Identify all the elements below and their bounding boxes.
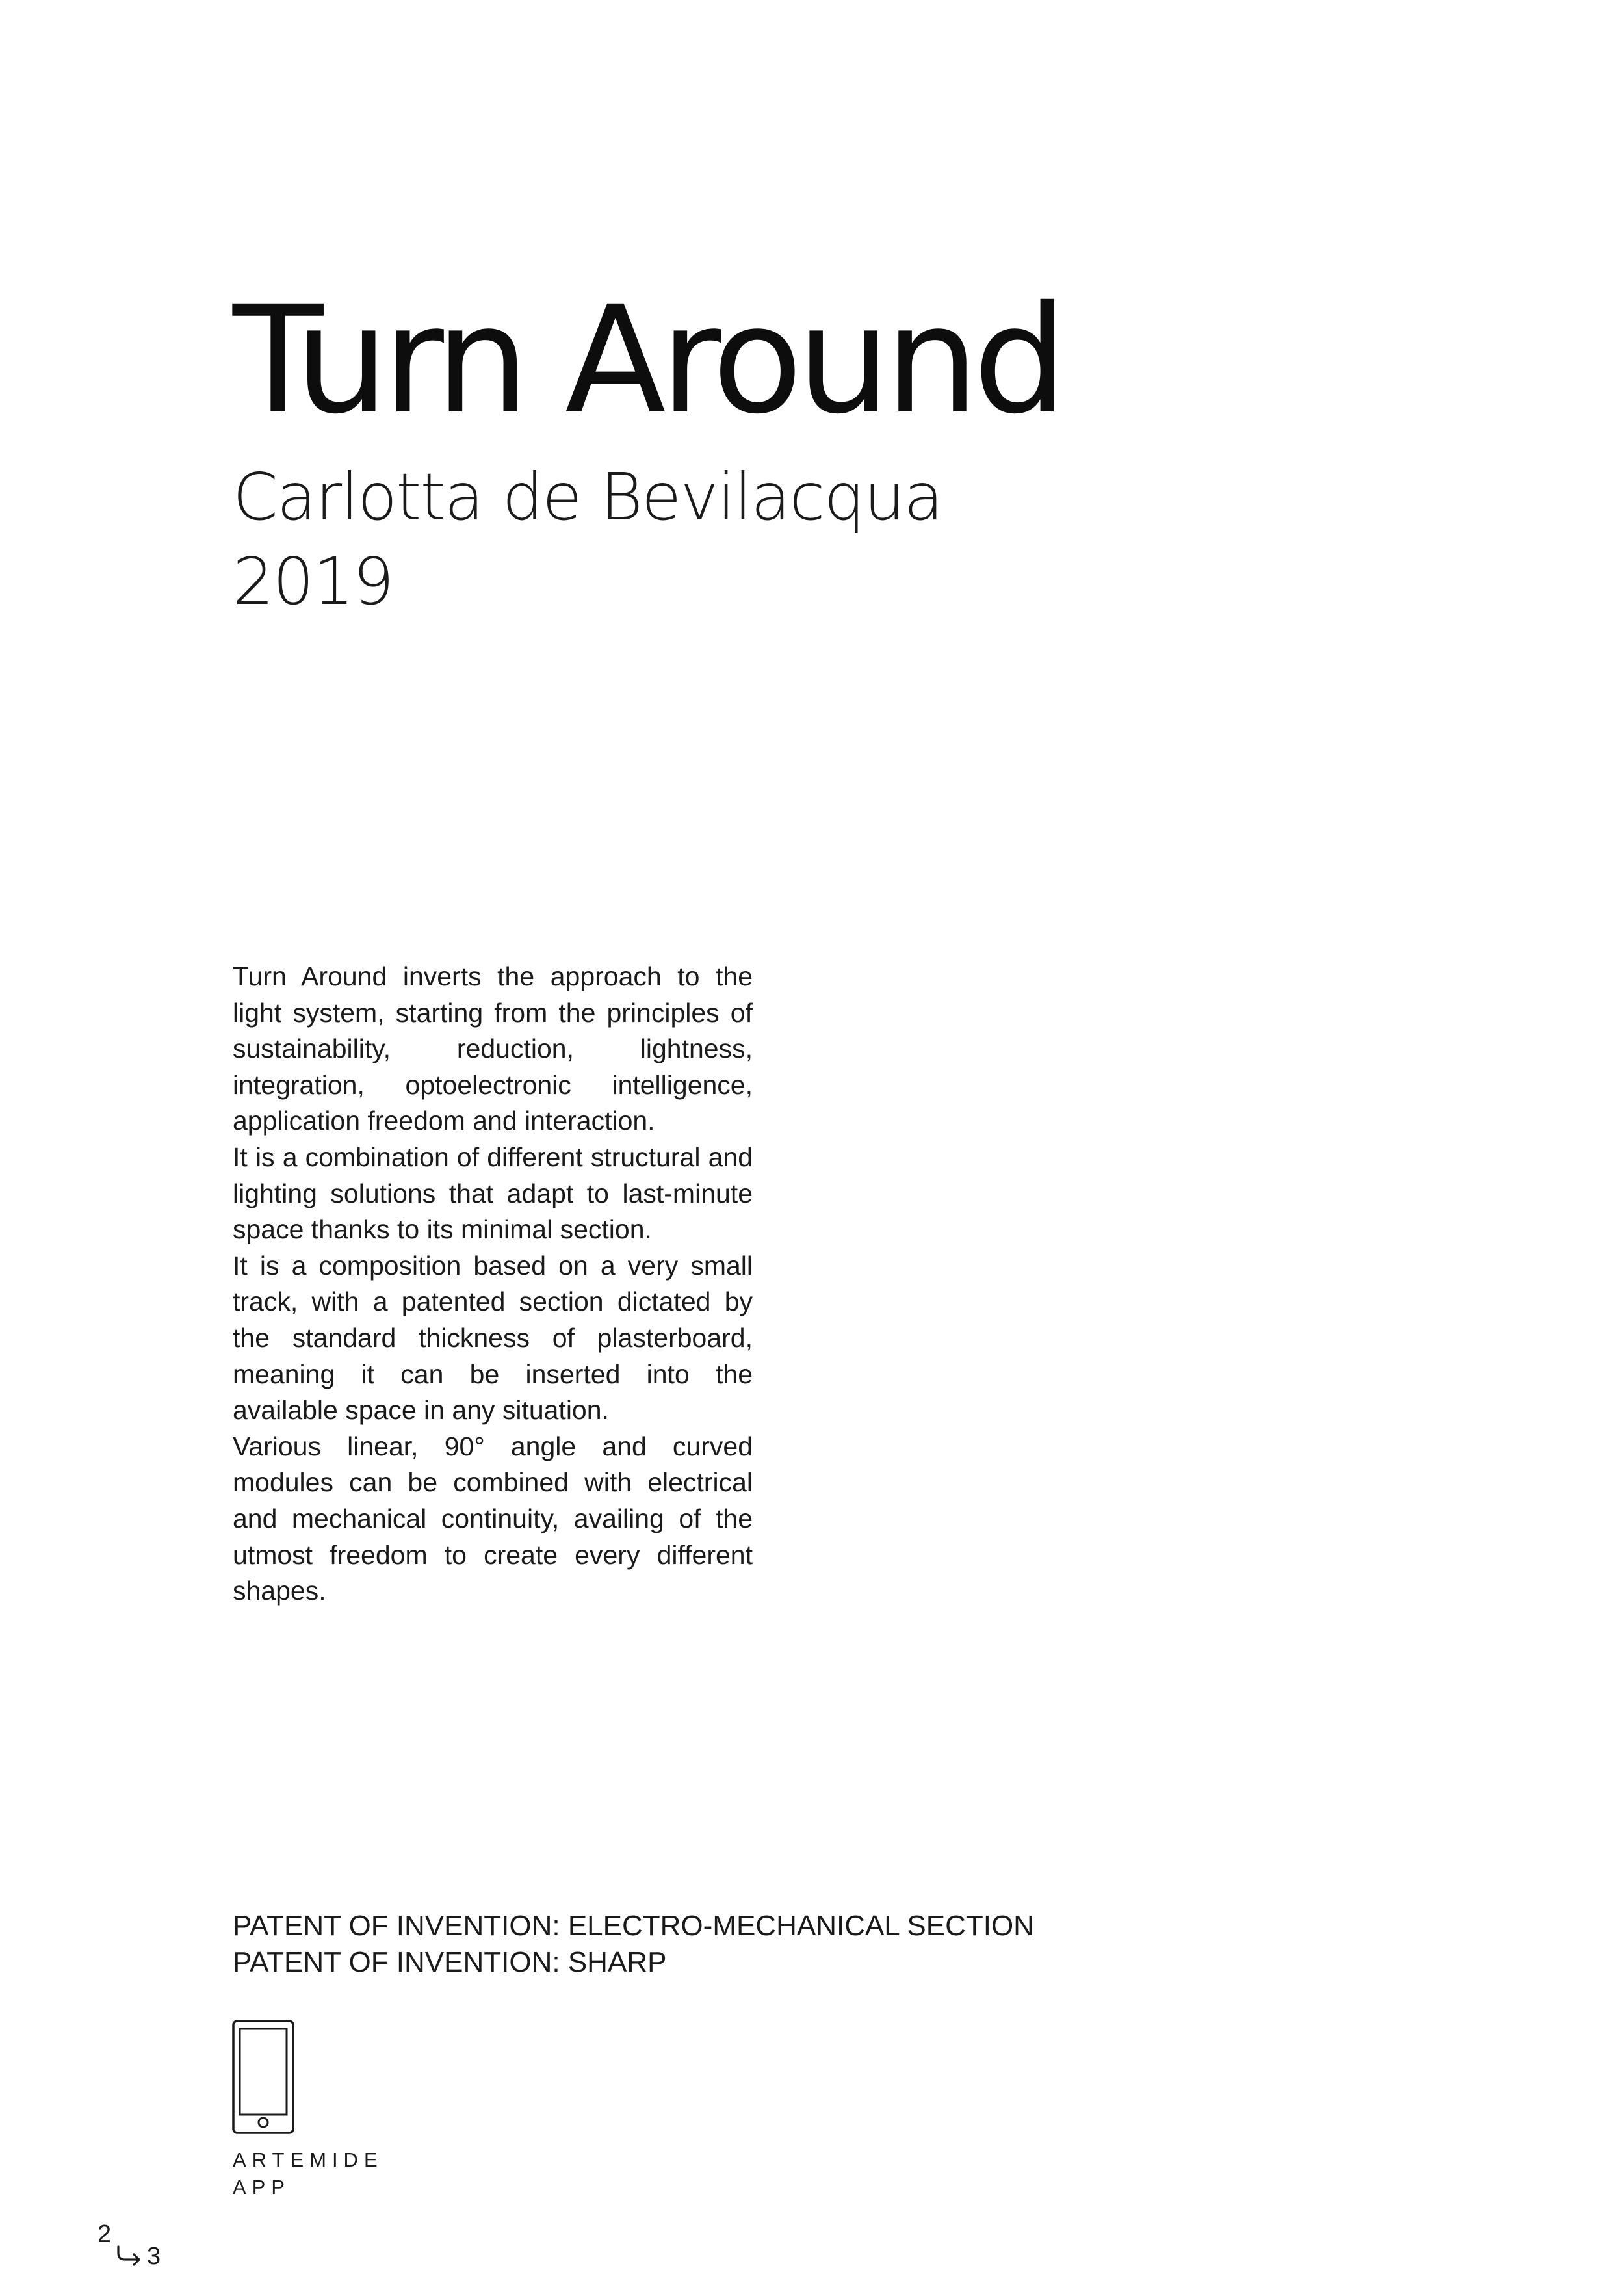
- app-label-line2: APP: [233, 2176, 291, 2198]
- patent-list: [233, 1908, 1034, 1981]
- designer-name: Carlotta de Bevilacqua: [233, 459, 942, 535]
- design-year: 2019: [233, 543, 393, 620]
- artemide-app-link[interactable]: [233, 2146, 383, 2201]
- page-turn-arrow-icon: [114, 2244, 144, 2269]
- page-number-right: 3: [147, 2243, 161, 2270]
- patent-item: PATENT OF INVENTION: SHARP: [233, 1946, 667, 1978]
- description-paragraph: It is a combination of different structural and lighting solutions that adapt to last-minute space thanks to its minimal section.: [233, 1141, 753, 1245]
- page-number-left: 2: [97, 2221, 112, 2248]
- smartphone-icon[interactable]: [231, 2018, 296, 2135]
- description-paragraph: Various linear, 90° angle and curved modules can be combined with electrical and mechanical continuity, availing of the utmost freedom to create every different shapes.: [233, 1431, 753, 1606]
- patent-item: PATENT OF INVENTION: ELECTRO-MECHANICAL SECTION: [233, 1910, 1034, 1942]
- product-description: [233, 959, 753, 1610]
- description-paragraph: It is a composition based on a very small track, with a patented section dictated by the standard thickness of plasterboard, meaning it can be inserted into the available space in any situation.: [233, 1250, 753, 1426]
- app-label-line1: ARTEMIDE: [233, 2148, 383, 2171]
- product-title: Turn Around: [233, 274, 1061, 447]
- description-paragraph: Turn Around inverts the approach to the light system, starting from the principles of sustainability, reduction, lightness, integration, optoelectronic intelligence, application freedom and interaction.: [233, 961, 753, 1136]
